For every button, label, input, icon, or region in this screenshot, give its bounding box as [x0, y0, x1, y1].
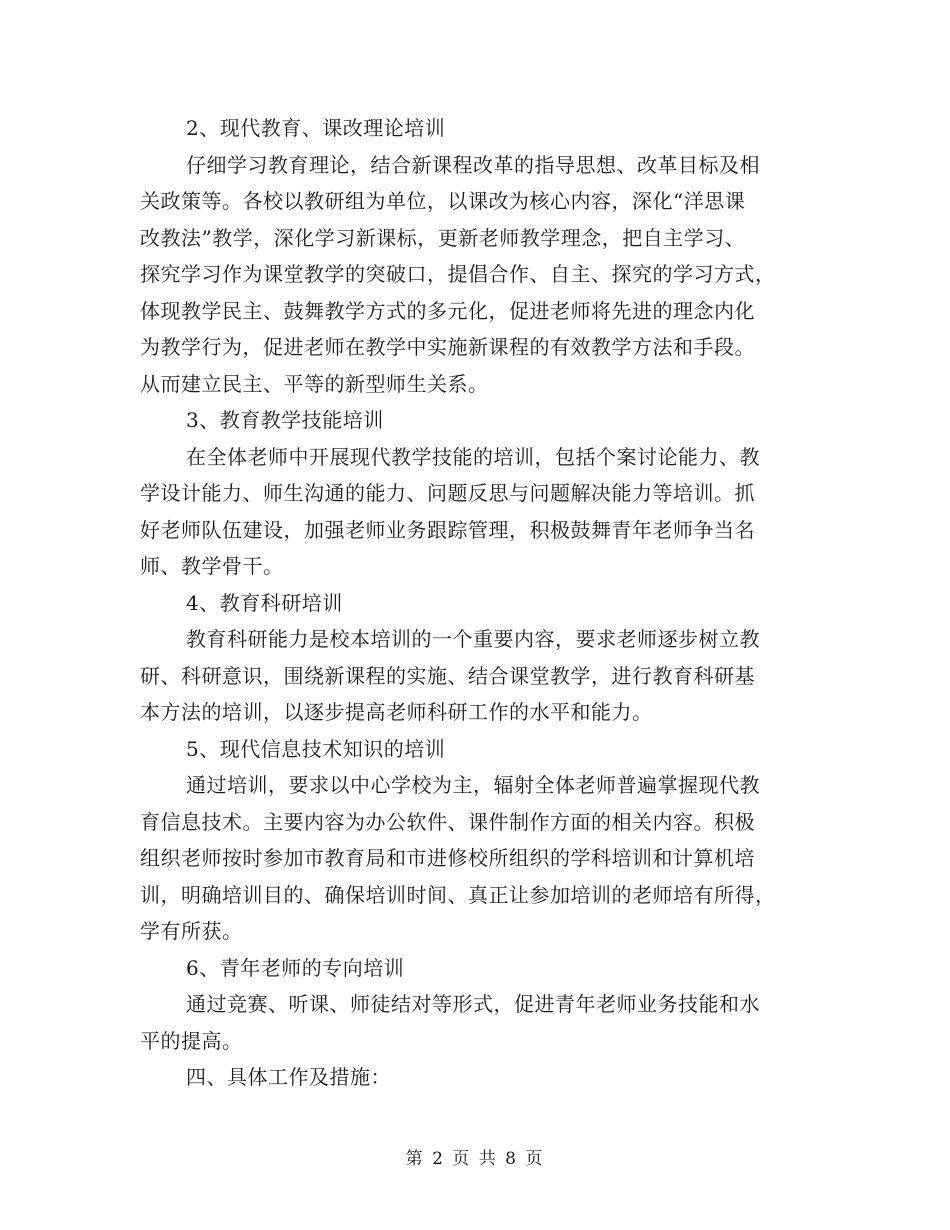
text-line: 体现教学民主、鼓舞教学方式的多元化，促进老师将先进的理念内化: [140, 298, 755, 323]
text-line: 通过竞赛、听课、师徒结对等形式，促进青年老师业务技能和水: [186, 992, 760, 1016]
text-line: 研、科研意识，围绕新课程的实施、结合课堂教学，进行教育科研基: [140, 663, 755, 688]
text-line: 6、青年老师的专向培训: [186, 955, 405, 980]
text-line: 5、现代信息技术知识的培训: [186, 736, 446, 761]
text-line: 通过培训，要求以中心学校为主，辐射全体老师普遍掌握现代教: [186, 773, 760, 797]
text-line: 本方法的培训，以逐步提高老师科研工作的水平和能力。: [140, 700, 653, 724]
text-line: 从而建立民主、平等的新型师生关系。: [140, 371, 489, 396]
text-line: 为教学行为，促进老师在教学中实施新课程的有效教学方法和手段。: [140, 335, 755, 359]
text-line: 在全体老师中开展现代教学技能的培训，包括个案讨论能力、教: [186, 444, 760, 469]
document-body: [140, 110, 810, 1096]
text-line: 好老师队伍建设，加强老师业务跟踪管理，积极鼓舞青年老师争当名: [140, 517, 755, 542]
text-line: 育信息技术。主要内容为办公软件、课件制作方面的相关内容。积极: [140, 809, 755, 834]
text-line: 探究学习作为课堂教学的突破口，提倡合作、自主、探究的学习方式，: [140, 262, 776, 286]
text-line: 2、现代教育、课改理论培训: [186, 116, 446, 140]
text-line: 师、教学骨干。: [140, 554, 284, 578]
page-footer: 第 2 页 共 8 页: [405, 1149, 545, 1169]
text-line: 仔细学习教育理论，结合新课程改革的指导思想、改革目标及相: [186, 152, 760, 177]
text-line: 关政策等。各校以教研组为单位，以课改为核心内容，深化“洋思课: [140, 189, 746, 213]
text-line: 学设计能力、师生沟通的能力、问题反思与问题解决能力等培训。抓: [140, 481, 755, 505]
text-line: 平的提高。: [140, 1028, 243, 1053]
text-line: 改教法”教学，深化学习新课标，更新老师教学理念，把自主学习、: [140, 225, 746, 250]
text-line: 教育科研能力是校本培训的一个重要内容，要求老师逐步树立教: [186, 627, 760, 651]
text-line: 训，明确培训目的、确保培训时间、真正让参加培训的老师培有所得，: [140, 882, 776, 907]
text-line: 3、教育教学技能培训: [186, 408, 384, 432]
text-line: 学有所获。: [140, 919, 243, 943]
text-line: 4、教育科研培训: [186, 590, 343, 615]
text-line: 四、具体工作及措施：: [186, 1065, 391, 1089]
text-line: 组织老师按时参加市教育局和市进修校所组织的学科培训和计算机培: [140, 846, 755, 870]
